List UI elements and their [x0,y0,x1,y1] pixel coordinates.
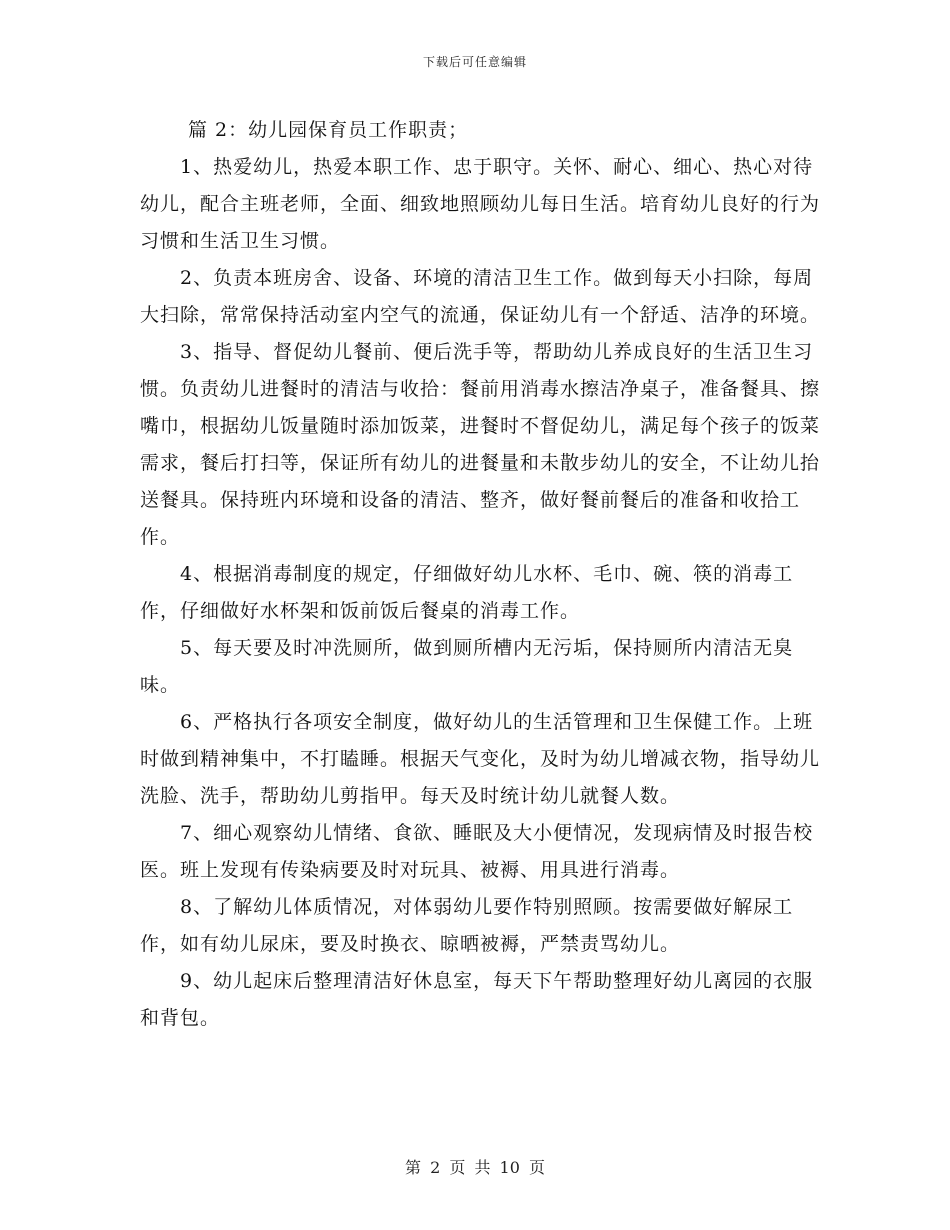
paragraph-5: 5、每天要及时冲洗厕所，做到厕所槽内无污垢，保持厕所内清洁无臭味。 [140,637,794,696]
page-header-note: 下载后可任意编辑 [422,55,527,69]
paragraph-2: 2、负责本班房舍、设备、环境的清洁卫生工作。做到每天小扫除，每周大扫除，常常保持活动室内空气的流通，保证幼儿有一个舒适、洁净的环境。 [140,267,821,326]
paragraph-4: 4、根据消毒制度的规定，仔细做好幼儿水杯、毛巾、碗、筷的消毒工作，仔细做好水杯架和饭前饭后餐桌的消毒工作。 [140,563,794,622]
page-number: 第 2 页 共 10 页 [405,1158,545,1177]
paragraph-1: 1、热爱幼儿，热爱本职工作、忠于职守。关怀、耐心、细心、热心对待幼儿，配合主班老师，全面、细致地照顾幼儿每日生活。培育幼儿良好的行为习惯和生活卫生习惯。 [140,156,821,252]
paragraph-7: 7、细心观察幼儿情绪、食欲、睡眠及大小便情况，发现病情及时报告校医。班上发现有传染病要及时对玩具、被褥、用具进行消毒。 [140,822,814,881]
paragraph-8: 8、了解幼儿体质情况，对体弱幼儿要作特别照顾。按需要做好解尿工作，如有幼儿尿床，要及时换衣、晾晒被褥，严禁责骂幼儿。 [140,896,794,955]
document-title: 篇 2：幼儿园保育员工作职责； [188,119,469,141]
paragraph-3: 3、指导、督促幼儿餐前、便后洗手等，帮助幼儿养成良好的生活卫生习惯。负责幼儿进餐时的清洁与收拾：餐前用消毒水擦洁净桌子，准备餐具、擦嘴巾，根据幼儿饭量随时添加饭菜，进餐时不督促幼儿，满足每个孩子的饭菜需求，餐后打扫等，保证所有幼儿的进餐量和未散步幼儿的安全，不让幼儿抬送餐具。保持班内环境和设备的清洁、整齐，做好餐前餐后的准备和收拾工作。 [140,341,821,548]
paragraph-6: 6、严格执行各项安全制度，做好幼儿的生活管理和卫生保健工作。上班时做到精神集中，不打瞌睡。根据天气变化，及时为幼儿增减衣物，指导幼儿洗脸、洗手，帮助幼儿剪指甲。每天及时统计幼儿就餐人数。 [140,711,821,807]
document-body [140,112,820,1037]
paragraph-9: 9、幼儿起床后整理清洁好休息室，每天下午帮助整理好幼儿离园的衣服和背包。 [140,970,814,1029]
